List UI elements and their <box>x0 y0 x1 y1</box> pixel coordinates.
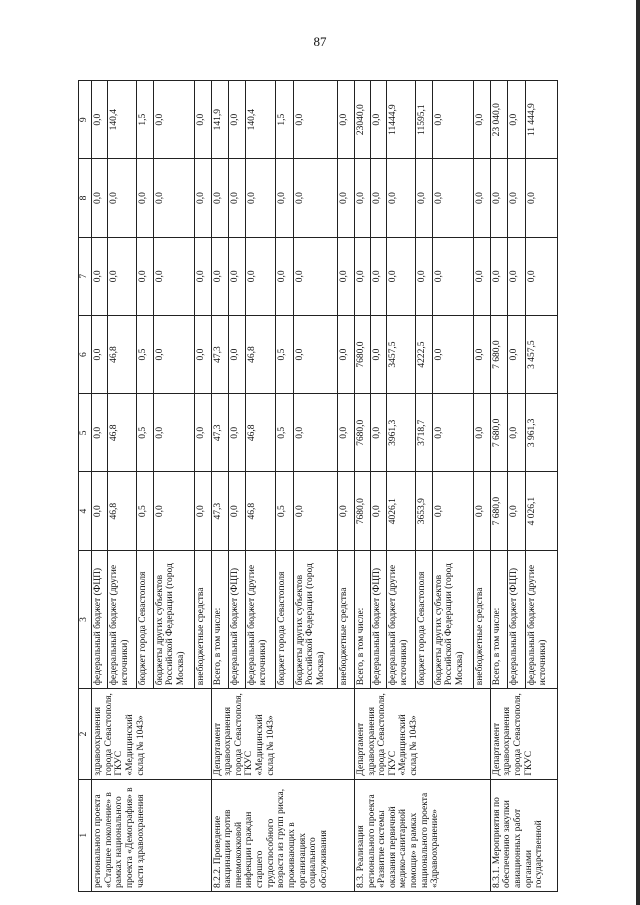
measure-name-cell: 8.3. Реализация регионального проекта «Развитие системы оказания первичной медико-санитарной помощи» в рамках национального проекта «Здравоохранение» <box>354 779 490 891</box>
value-cell: 0,0 <box>416 159 432 237</box>
value-cell: 0,0 <box>245 159 276 237</box>
funding-source-cell: федеральный бюджет (другие источники) <box>245 550 276 689</box>
funding-source-cell: федеральный бюджет (ФЦП) <box>228 550 245 689</box>
value-cell: 0,0 <box>153 81 195 159</box>
funding-source-cell: внебюджетные средства <box>474 550 490 689</box>
value-cell: 0,5 <box>276 315 293 393</box>
value-cell: 7 680,0 <box>490 394 508 472</box>
table-row <box>354 81 370 892</box>
column-number-9: 9 <box>79 81 92 159</box>
value-cell: 140,4 <box>108 81 137 159</box>
value-cell: 141,9 <box>211 81 228 159</box>
value-cell: 0,0 <box>228 472 245 550</box>
rotated-table-container <box>78 80 558 892</box>
value-cell: 0,0 <box>276 237 293 315</box>
value-cell: 0,0 <box>371 394 387 472</box>
value-cell: 0,0 <box>92 394 108 472</box>
value-cell: 0,0 <box>245 237 276 315</box>
value-cell: 7680,0 <box>354 394 370 472</box>
value-cell: 0,0 <box>432 159 474 237</box>
funding-source-cell: бюджет города Севастополя <box>276 550 293 689</box>
value-cell: 0,0 <box>293 315 337 393</box>
value-cell: 23040,0 <box>354 81 370 159</box>
value-cell: 0,0 <box>108 237 137 315</box>
value-cell: 1,5 <box>276 81 293 159</box>
value-cell: 0,0 <box>337 472 354 550</box>
executor-cell: Департамент здравоохранения города Севастополя, ГКУС <box>490 689 557 779</box>
value-cell: 0,0 <box>508 315 526 393</box>
value-cell: 7680,0 <box>354 315 370 393</box>
value-cell: 0,0 <box>432 237 474 315</box>
value-cell: 0,0 <box>211 237 228 315</box>
value-cell: 0,0 <box>137 159 153 237</box>
value-cell: 0,0 <box>228 81 245 159</box>
value-cell: 0,0 <box>337 159 354 237</box>
value-cell: 46,8 <box>108 394 137 472</box>
executor-cell: Департамент здравоохранения города Севастополя, ГКУС «Медицинский склад № 1043» <box>211 689 354 779</box>
value-cell: 11 444,9 <box>526 81 558 159</box>
value-cell: 46,8 <box>108 315 137 393</box>
column-number-6: 6 <box>79 315 92 393</box>
value-cell: 47,3 <box>211 315 228 393</box>
column-number-2: 2 <box>79 689 92 779</box>
value-cell: 0,0 <box>276 159 293 237</box>
value-cell: 3457,5 <box>387 315 416 393</box>
value-cell: 0,0 <box>195 159 211 237</box>
value-cell: 0,0 <box>337 237 354 315</box>
value-cell: 0,0 <box>387 237 416 315</box>
value-cell: 0,0 <box>432 315 474 393</box>
table-row <box>490 81 508 892</box>
value-cell: 1,5 <box>137 81 153 159</box>
value-cell: 3 457,5 <box>526 315 558 393</box>
value-cell: 0,0 <box>195 394 211 472</box>
value-cell: 3 961,3 <box>526 394 558 472</box>
value-cell: 0,0 <box>228 394 245 472</box>
funding-source-cell: Всего, в том числе: <box>490 550 508 689</box>
value-cell: 0,5 <box>137 472 153 550</box>
value-cell: 0,0 <box>195 81 211 159</box>
measure-name-cell: 8.3.1. Мероприятия по обеспечению закупки авиационных работ органами государственной <box>490 779 557 891</box>
value-cell: 0,0 <box>293 159 337 237</box>
value-cell: 0,0 <box>371 159 387 237</box>
value-cell: 0,0 <box>228 315 245 393</box>
value-cell: 0,0 <box>153 315 195 393</box>
value-cell: 0,5 <box>276 472 293 550</box>
value-cell: 0,0 <box>432 472 474 550</box>
column-number-8: 8 <box>79 159 92 237</box>
funding-source-cell: федеральный бюджет (другие источники) <box>108 550 137 689</box>
page-number: 87 <box>313 34 327 49</box>
value-cell: 0,0 <box>508 394 526 472</box>
value-cell: 3653,9 <box>416 472 432 550</box>
value-cell: 23 040,0 <box>490 81 508 159</box>
value-cell: 0,0 <box>337 394 354 472</box>
funding-source-cell: федеральный бюджет (ФЦП) <box>92 550 108 689</box>
value-cell: 0,0 <box>490 237 508 315</box>
value-cell: 0,0 <box>371 81 387 159</box>
value-cell: 0,0 <box>508 81 526 159</box>
table-header <box>79 81 92 892</box>
value-cell: 0,0 <box>337 315 354 393</box>
column-number-5: 5 <box>79 394 92 472</box>
value-cell: 0,0 <box>92 81 108 159</box>
value-cell: 0,0 <box>153 394 195 472</box>
value-cell: 0,0 <box>228 237 245 315</box>
value-cell: 0,0 <box>508 159 526 237</box>
value-cell: 0,5 <box>137 315 153 393</box>
value-cell: 7680,0 <box>354 472 370 550</box>
value-cell: 0,0 <box>387 159 416 237</box>
value-cell: 7 680,0 <box>490 472 508 550</box>
value-cell: 0,0 <box>92 315 108 393</box>
value-cell: 0,0 <box>432 81 474 159</box>
value-cell: 0,0 <box>293 472 337 550</box>
value-cell: 0,0 <box>153 472 195 550</box>
value-cell: 0,0 <box>474 159 490 237</box>
value-cell: 0,0 <box>108 159 137 237</box>
funding-source-cell: федеральный бюджет (ФЦП) <box>508 550 526 689</box>
value-cell: 0,0 <box>371 237 387 315</box>
measure-name-cell: 8.2.2. Проведение вакцинации против пневмококковой инфекции граждан старшего трудоспособного возраста из групп риска, проживающих в организациях социального обслуживания <box>211 779 354 891</box>
value-cell: 0,0 <box>474 81 490 159</box>
value-cell: 0,0 <box>153 237 195 315</box>
funding-source-cell: бюджет города Севастополя <box>137 550 153 689</box>
table-row <box>92 81 108 892</box>
value-cell: 0,0 <box>137 237 153 315</box>
value-cell: 0,0 <box>371 315 387 393</box>
value-cell: 0,0 <box>508 472 526 550</box>
funding-source-cell: бюджеты других субъектов Российской Федерации (город Москва) <box>293 550 337 689</box>
value-cell: 0,0 <box>337 81 354 159</box>
header-row <box>79 81 92 892</box>
funding-source-cell: федеральный бюджет (другие источники) <box>526 550 558 689</box>
column-number-3: 3 <box>79 550 92 689</box>
value-cell: 4026,1 <box>387 472 416 550</box>
value-cell: 0,0 <box>508 237 526 315</box>
value-cell: 0,5 <box>137 394 153 472</box>
measure-name-cell: регионального проекта «Старшее поколение» в рамках национального проекта «Демография» в части здравоохранения <box>92 779 212 891</box>
value-cell: 0,0 <box>195 315 211 393</box>
executor-cell: Департамент здравоохранения города Севастополя, ГКУС «Медицинский склад № 1043» <box>354 689 490 779</box>
column-number-1: 1 <box>79 779 92 891</box>
column-number-4: 4 <box>79 472 92 550</box>
scan-edge-shadow <box>636 0 640 905</box>
value-cell: 0,0 <box>474 472 490 550</box>
value-cell: 4 026,1 <box>526 472 558 550</box>
funding-source-cell: бюджеты других субъектов Российской Федерации (город Москва) <box>432 550 474 689</box>
value-cell: 0,0 <box>416 237 432 315</box>
value-cell: 0,0 <box>354 237 370 315</box>
value-cell: 46,8 <box>245 315 276 393</box>
value-cell: 3718,7 <box>416 394 432 472</box>
value-cell: 0,0 <box>92 159 108 237</box>
value-cell: 46,8 <box>108 472 137 550</box>
value-cell: 11444,9 <box>387 81 416 159</box>
value-cell: 0,0 <box>354 159 370 237</box>
value-cell: 11595,1 <box>416 81 432 159</box>
value-cell: 0,0 <box>92 472 108 550</box>
value-cell: 0,0 <box>490 159 508 237</box>
funding-source-cell: бюджеты других субъектов Российской Федерации (город Москва) <box>153 550 195 689</box>
value-cell: 0,0 <box>371 472 387 550</box>
value-cell: 0,0 <box>474 237 490 315</box>
value-cell: 0,0 <box>228 159 245 237</box>
table-row <box>211 81 228 892</box>
funding-source-cell: федеральный бюджет (ФЦП) <box>371 550 387 689</box>
value-cell: 47,3 <box>211 472 228 550</box>
funding-source-cell: бюджет города Севастополя <box>416 550 432 689</box>
value-cell: 0,0 <box>195 237 211 315</box>
value-cell: 0,0 <box>474 315 490 393</box>
funding-source-cell: федеральный бюджет (другие источники) <box>387 550 416 689</box>
value-cell: 46,8 <box>245 394 276 472</box>
value-cell: 0,0 <box>526 159 558 237</box>
value-cell: 0,0 <box>474 394 490 472</box>
value-cell: 0,0 <box>293 394 337 472</box>
column-number-7: 7 <box>79 237 92 315</box>
funding-source-cell: Всего, в том числе: <box>211 550 228 689</box>
executor-cell: здравоохранения города Севастополя, ГКУС «Медицинский склад № 1043» <box>92 689 212 779</box>
budget-table <box>78 80 558 892</box>
value-cell: 46,8 <box>245 472 276 550</box>
value-cell: 0,0 <box>195 472 211 550</box>
value-cell: 0,0 <box>432 394 474 472</box>
value-cell: 4222,5 <box>416 315 432 393</box>
value-cell: 7 680,0 <box>490 315 508 393</box>
value-cell: 47,3 <box>211 394 228 472</box>
value-cell: 0,0 <box>211 159 228 237</box>
value-cell: 140,4 <box>245 81 276 159</box>
value-cell: 0,5 <box>276 394 293 472</box>
rotated-table <box>78 80 558 892</box>
funding-source-cell: Всего, в том числе: <box>354 550 370 689</box>
value-cell: 0,0 <box>293 237 337 315</box>
value-cell: 0,0 <box>293 81 337 159</box>
funding-source-cell: внебюджетные средства <box>195 550 211 689</box>
value-cell: 0,0 <box>526 237 558 315</box>
value-cell: 3961,3 <box>387 394 416 472</box>
value-cell: 0,0 <box>92 237 108 315</box>
table-body <box>92 81 558 892</box>
value-cell: 0,0 <box>153 159 195 237</box>
funding-source-cell: внебюджетные средства <box>337 550 354 689</box>
